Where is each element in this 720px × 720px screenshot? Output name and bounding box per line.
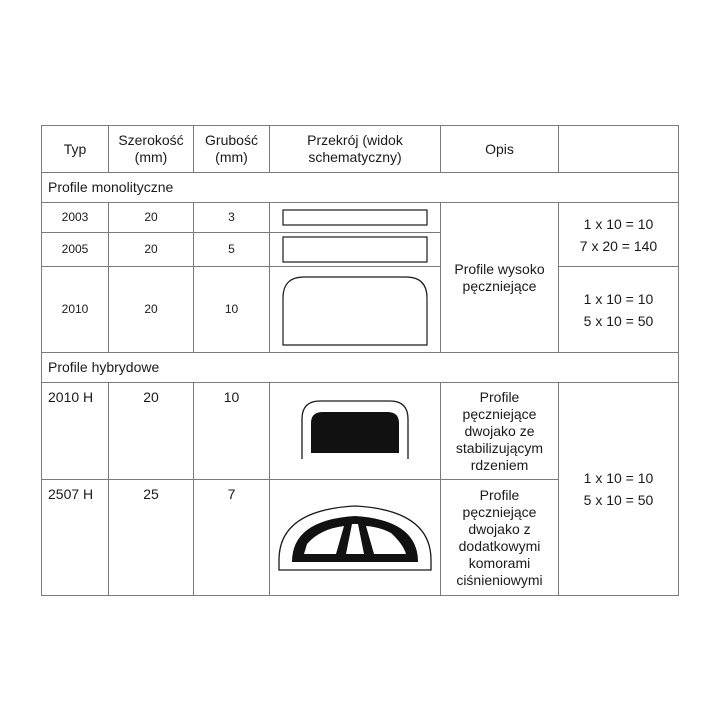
- profile-2010-section-icon: [280, 272, 430, 348]
- header-section: [270, 126, 441, 173]
- cell-section: [270, 203, 441, 233]
- desc-line: pęczniejące: [462, 405, 537, 422]
- desc-line: Profile wysoko: [454, 260, 545, 277]
- cell-typ: 2507 H: [42, 480, 109, 596]
- cell-typ: 2010 H: [42, 383, 109, 480]
- formula-line: 1 x 10 = 10: [583, 215, 654, 232]
- header-thickness: [194, 126, 270, 173]
- desc-line: komorami: [468, 554, 531, 571]
- header-thickness-line1: Grubość: [205, 132, 258, 148]
- desc-line: dodatkowymi: [458, 537, 541, 554]
- cell-width: 20: [109, 383, 194, 480]
- cell-description-monolithic: [441, 203, 559, 353]
- cell-thickness: 10: [194, 383, 270, 480]
- cell-thickness: 7: [194, 480, 270, 596]
- profile-2507h-section-icon: [274, 498, 436, 578]
- formula-line: 1 x 10 = 10: [583, 290, 654, 307]
- cell-typ: 2010: [42, 267, 109, 353]
- desc-line: pęczniejące: [462, 277, 537, 294]
- profile-2003-section-icon: [280, 207, 430, 229]
- cell-width: 20: [109, 203, 194, 233]
- desc-line: rdzeniem: [470, 456, 529, 473]
- cell-section: [270, 233, 441, 267]
- header-row: [42, 126, 679, 173]
- cell-width: 20: [109, 233, 194, 267]
- header-thickness-line2: (mm): [215, 149, 248, 165]
- formula-line: 5 x 10 = 50: [583, 312, 654, 329]
- formula-line: 5 x 10 = 50: [583, 492, 654, 508]
- table-row: [42, 203, 679, 233]
- desc-line: pęczniejące: [462, 503, 537, 520]
- header-width-line2: (mm): [134, 149, 168, 165]
- group-row-monolithic: [42, 173, 679, 203]
- header-description: Opis: [441, 126, 559, 173]
- desc-line: ciśnieniowymi: [456, 571, 543, 588]
- profile-2010h-section-icon: [295, 397, 415, 465]
- group-label-monolithic: Profile monolityczne: [42, 173, 679, 203]
- cell-typ: 2003: [42, 203, 109, 233]
- profiles-table: [41, 125, 679, 596]
- cell-section: [270, 267, 441, 353]
- cell-section: [270, 383, 441, 480]
- table-row: [42, 383, 679, 480]
- cell-width: 25: [109, 480, 194, 596]
- cell-thickness: 5: [194, 233, 270, 267]
- cell-formula-c: [559, 383, 679, 596]
- desc-line: dwojako ze: [464, 422, 535, 439]
- cell-thickness: 10: [194, 267, 270, 353]
- cell-formula-a: [559, 203, 679, 267]
- header-width-line1: Szerokość: [118, 132, 184, 148]
- header-extra: [559, 126, 679, 173]
- cell-description-2507h: [441, 480, 559, 596]
- formula-line: 7 x 20 = 140: [579, 237, 658, 254]
- desc-line: dwojako z: [468, 520, 531, 537]
- header-section-line2: schematyczny): [308, 149, 402, 165]
- cell-formula-b: [559, 267, 679, 353]
- cell-width: 20: [109, 267, 194, 353]
- formula-line: 1 x 10 = 10: [583, 470, 654, 486]
- header-section-line1: Przekrój (widok: [307, 132, 403, 148]
- header-typ: Typ: [42, 126, 109, 173]
- table-row: [42, 267, 679, 353]
- profile-2005-section-icon: [280, 235, 430, 265]
- cell-thickness: 3: [194, 203, 270, 233]
- cell-typ: 2005: [42, 233, 109, 267]
- group-row-hybrid: [42, 353, 679, 383]
- cell-description-2010h: [441, 383, 559, 480]
- desc-line: Profile: [479, 486, 520, 503]
- desc-line: stabilizującym: [455, 439, 544, 456]
- desc-line: Profile: [479, 388, 520, 405]
- cell-section: [270, 480, 441, 596]
- group-label-hybrid: Profile hybrydowe: [42, 353, 679, 383]
- header-width: [109, 126, 194, 173]
